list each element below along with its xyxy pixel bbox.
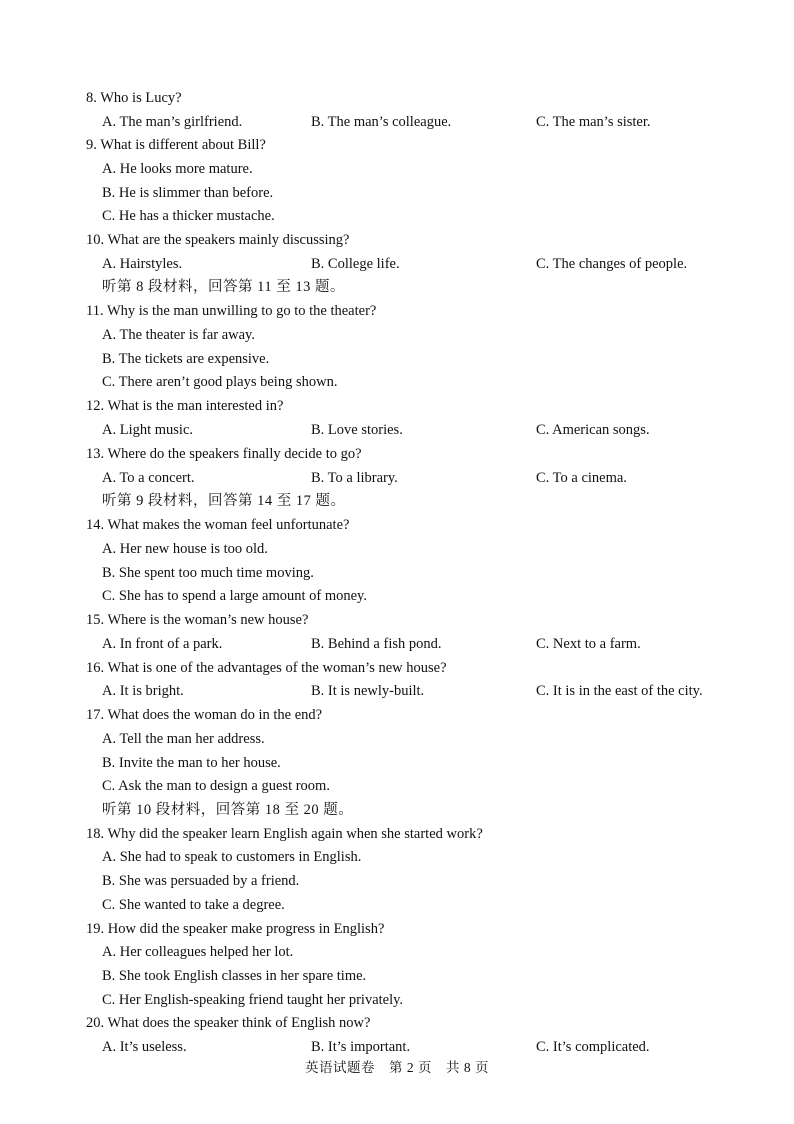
- option-b: B. He is slimmer than before.: [102, 185, 274, 201]
- option-b: B. Invite the man to her house.: [102, 755, 281, 771]
- option-c: C. She wanted to take a degree.: [102, 897, 285, 913]
- option-c: C. The changes of people.: [536, 256, 688, 272]
- option-c: C. She has to spend a large amount of money.: [102, 588, 367, 604]
- option-b: B. Love stories.: [311, 422, 403, 438]
- option-a: A. To a concert.: [102, 470, 195, 486]
- option-b: B. Behind a fish pond.: [311, 636, 442, 652]
- option-b: B. She took English classes in her spare time.: [102, 968, 367, 984]
- section-8-instruction: 听第 8 段材料，回答第 11 至 13 题。: [102, 279, 345, 295]
- option-a: A. Her new house is too old.: [102, 541, 268, 557]
- option-c: C. Ask the man to design a guest room.: [102, 778, 330, 794]
- question-16-options: [102, 680, 742, 702]
- option-a: A. Her colleagues helped her lot.: [102, 944, 294, 960]
- question-8-stem: 8. Who is Lucy?: [86, 90, 182, 106]
- option-a: A. Tell the man her address.: [102, 731, 265, 747]
- option-a: A. The man’s girlfriend.: [102, 114, 243, 130]
- question-12-stem: 12. What is the man interested in?: [86, 398, 284, 414]
- option-b: B. College life.: [311, 256, 400, 272]
- option-a: A. Light music.: [102, 422, 194, 438]
- question-10-options: [102, 253, 742, 275]
- option-a: A. The theater is far away.: [102, 327, 255, 343]
- section-10-instruction: 听第 10 段材料，回答第 18 至 20 题。: [102, 802, 354, 818]
- question-11-stem: 11. Why is the man unwilling to go to the theater?: [86, 303, 377, 319]
- option-c: C. It’s complicated.: [536, 1039, 650, 1055]
- option-c: C. Next to a farm.: [536, 636, 641, 652]
- question-18-stem: 18. Why did the speaker learn English again when she started work?: [86, 826, 483, 842]
- option-b: B. It is newly-built.: [311, 683, 425, 699]
- question-20-options: [102, 1036, 742, 1058]
- option-c: C. He has a thicker mustache.: [102, 208, 275, 224]
- option-c: C. American songs.: [536, 422, 650, 438]
- question-14-stem: 14. What makes the woman feel unfortunate?: [86, 517, 350, 533]
- question-12-options: [102, 419, 742, 441]
- option-a: A. It’s useless.: [102, 1039, 187, 1055]
- section-9-instruction: 听第 9 段材料，回答第 14 至 17 题。: [102, 493, 346, 509]
- question-19-stem: 19. How did the speaker make progress in English?: [86, 921, 385, 937]
- option-b: B. She was persuaded by a friend.: [102, 873, 300, 889]
- option-a: A. He looks more mature.: [102, 161, 253, 177]
- question-13-options: [102, 467, 742, 489]
- option-c: C. There aren’t good plays being shown.: [102, 374, 338, 390]
- option-b: B. She spent too much time moving.: [102, 565, 314, 581]
- option-b: B. It’s important.: [311, 1039, 411, 1055]
- question-15-stem: 15. Where is the woman’s new house?: [86, 612, 309, 628]
- option-a: A. She had to speak to customers in English.: [102, 849, 362, 865]
- option-b: B. To a library.: [311, 470, 398, 486]
- question-9-stem: 9. What is different about Bill?: [86, 137, 266, 153]
- question-8-options: [102, 111, 742, 133]
- option-c: C. It is in the east of the city.: [536, 683, 703, 699]
- page-footer: 英语试题卷 第 2 页 共 8 页: [305, 1060, 489, 1075]
- option-b: B. The man’s colleague.: [311, 114, 452, 130]
- option-a: A. Hairstyles.: [102, 256, 183, 272]
- option-a: A. It is bright.: [102, 683, 184, 699]
- question-15-options: [102, 633, 742, 655]
- question-10-stem: 10. What are the speakers mainly discussing?: [86, 232, 350, 248]
- option-c: C. To a cinema.: [536, 470, 627, 486]
- question-20-stem: 20. What does the speaker think of English now?: [86, 1015, 371, 1031]
- question-16-stem: 16. What is one of the advantages of the woman’s new house?: [86, 660, 447, 676]
- option-c: C. The man’s sister.: [536, 114, 651, 130]
- option-b: B. The tickets are expensive.: [102, 351, 270, 367]
- question-13-stem: 13. Where do the speakers finally decide to go?: [86, 446, 362, 462]
- question-17-stem: 17. What does the woman do in the end?: [86, 707, 323, 723]
- option-a: A. In front of a park.: [102, 636, 223, 652]
- option-c: C. Her English-speaking friend taught her privately.: [102, 992, 404, 1008]
